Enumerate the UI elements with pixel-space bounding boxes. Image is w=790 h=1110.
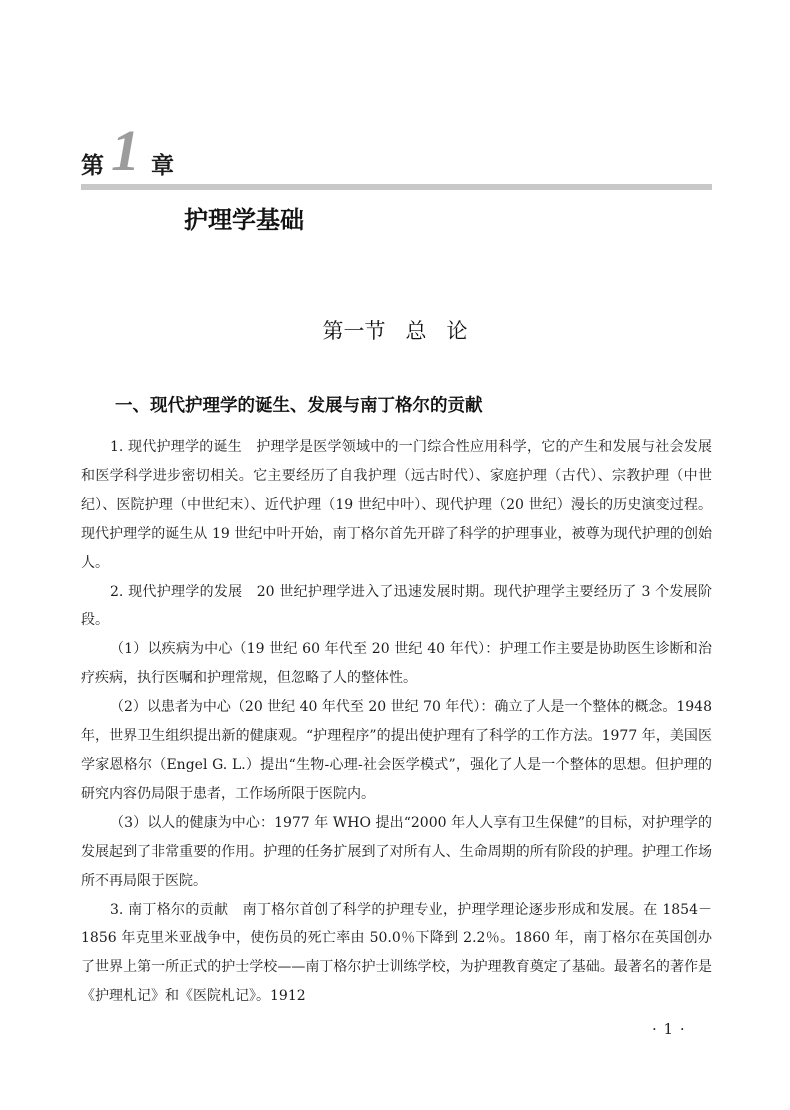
paragraph: （3）以人的健康为中心：1977 年 WHO 提出“2000 年人人享有卫生保健”的目标，对护理学的发展起到了非常重要的作用。护理的任务扩展到了对所有人、生命周期的所有阶段的护理。护理工作场所不再局限于医院。: [81, 814, 712, 889]
chapter-divider: [81, 184, 712, 190]
body-text: [81, 433, 712, 1011]
subsection-heading: 一、现代护理学的诞生、发展与南丁格尔的贡献: [115, 396, 483, 416]
paragraph: （2）以患者为中心（20 世纪 40 年代至 20 世纪 70 年代）：确立了人是一个整体的概念。1948 年，世界卫生组织提出新的健康观。“护理程序”的提出使护理有了科学的工作方法。1977 年，美国医学家恩格尔（Engel G. L.）提出“生物-心理-社会医学模式”，强化了人是一个整体的思想。但护理的研究内容仍局限于患者，工作场所限于医院内。: [81, 699, 712, 802]
chapter-suffix: 章: [151, 153, 174, 179]
paragraph: （1）以疾病为中心（19 世纪 60 年代至 20 世纪 40 年代）：护理工作主要是协助医生诊断和治疗疾病，执行医嘱和护理常规，但忽略了人的整体性。: [81, 641, 712, 687]
page-number: · 1 ·: [652, 1020, 686, 1038]
chapter-number: 1: [111, 118, 140, 183]
paragraph: 1. 现代护理学的诞生 护理学是医学领域中的一门综合性应用科学，它的产生和发展与社会发展和医学科学进步密切相关。它主要经历了自我护理（远古时代）、家庭护理（古代）、宗教护理（中世纪）、医院护理（中世纪末）、近代护理（19 世纪中叶）、现代护理（20 世纪）漫长的历史演变过程。现代护理学的诞生从 19 世纪中叶开始，南丁格尔首先开辟了科学的护理事业，被尊为现代护理的创始人。: [81, 439, 712, 571]
chapter-prefix: 第: [81, 153, 104, 179]
paragraph: 3. 南丁格尔的贡献 南丁格尔首创了科学的护理专业，护理学理论逐步形成和发展。在 1854－1856 年克里米亚战争中，使伤员的死亡率由 50.0％下降到 2.2％。1860 年，南丁格尔在英国创办了世界上第一所正式的护士学校——南丁格尔护士训练学校，为护理教育奠定了基础。最著名的著作是《护理札记》和《医院札记》。1912: [81, 901, 712, 1005]
section-title: 第一节 总 论: [322, 319, 468, 343]
paragraph: 2. 现代护理学的发展 20 世纪护理学进入了迅速发展时期。现代护理学主要经历了 3 个发展阶段。: [81, 583, 712, 629]
chapter-title: 护理学基础: [184, 206, 304, 234]
